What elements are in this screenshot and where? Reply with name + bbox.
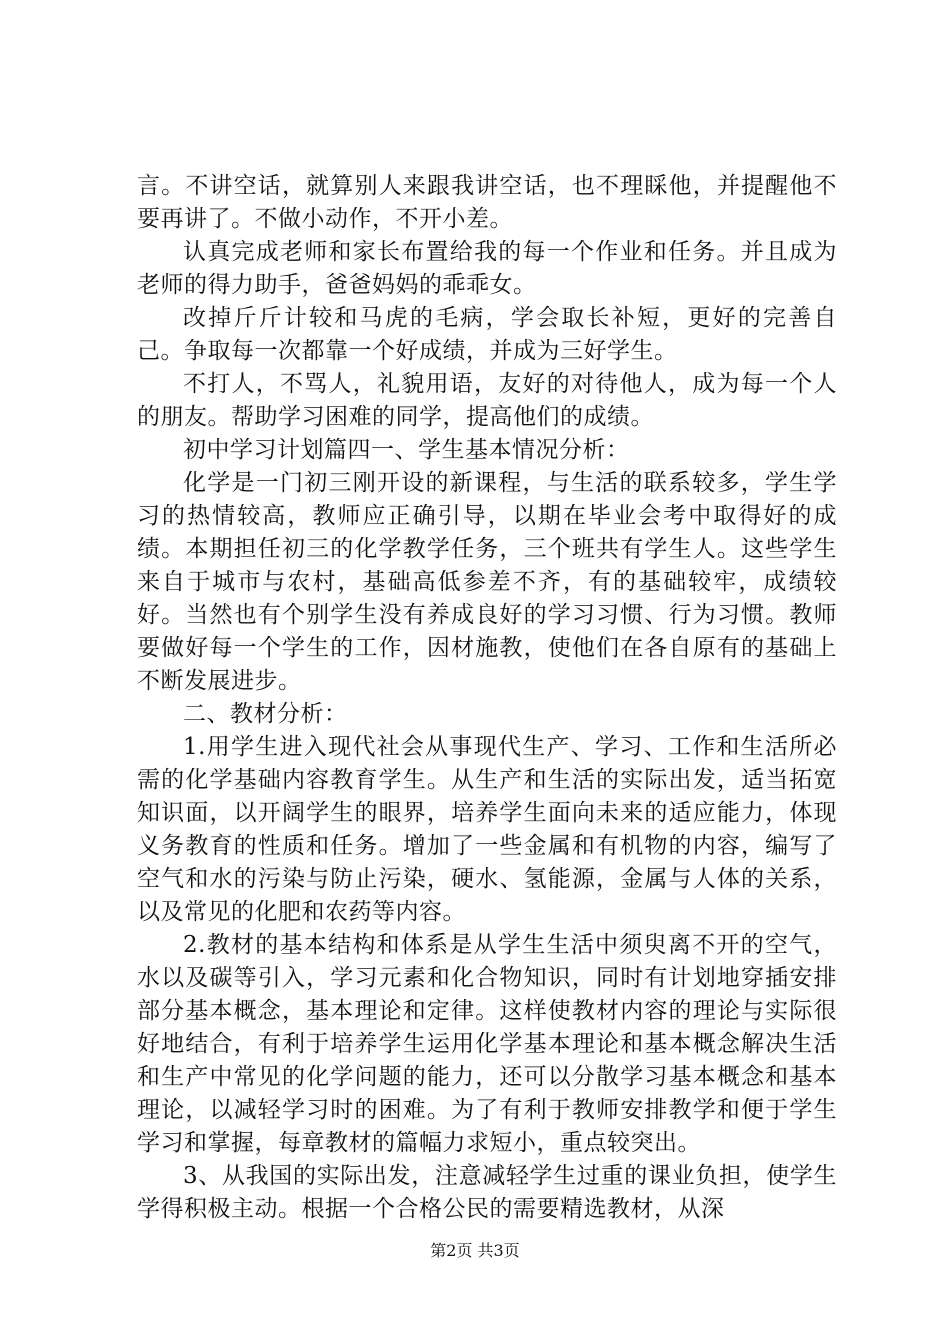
document-body [137,170,837,1226]
paragraph-point-2: 2.教材的基本结构和体系是从学生生活中须臾离不开的空气，水以及碳等引入，学习元素和化合物知识，同时有计划地穿插安排部分基本概念，基本理论和定律。这样使教材内容的理论与实际很好地结合，有利于培养学生运用化学基本理论和基本概念解决生活和生产中常见的化学问题的能力，还可以分散学习基本概念和基本理论，以减轻学习时的困难。为了有利于教师安排教学和便于学生学习和掌握，每章教材的篇幅力求短小，重点较突出。 [137,932,837,1156]
paragraph-4: 不打人，不骂人，礼貌用语，友好的对待他人，成为每一个人的朋友。帮助学习困难的同学，提高他们的成绩。 [137,371,837,430]
section-heading-textbook-analysis: 二、教材分析： [183,701,348,727]
paragraph-3: 改掉斤斤计较和马虎的毛病，学会取长补短，更好的完善自己。争取每一次都靠一个好成绩，并成为三好学生。 [137,305,837,364]
paragraph-point-3: 3、从我国的实际出发，注意减轻学生过重的课业负担，使学生学得积极主动。根据一个合格公民的需要精选教材，从深 [137,1163,837,1222]
paragraph-student-analysis: 化学是一门初三刚开设的新课程，与生活的联系较多，学生学习的热情较高，教师应正确引导，以期在毕业会考中取得好的成绩。本期担任初三的化学教学任务，三个班共有学生人。这些学生来自于城市与农村，基础高低参差不齐，有的基础较牢，成绩较好。当然也有个别学生没有养成良好的学习习惯、行为习惯。教师要做好每一个学生的工作，因材施教，使他们在各自原有的基础上不断发展进步。 [137,470,837,694]
paragraph-point-1: 1.用学生进入现代社会从事现代生产、学习、工作和生活所必需的化学基础内容教育学生。从生产和生活的实际出发，适当拓宽知识面，以开阔学生的眼界，培养学生面向未来的适应能力，体现义务教育的性质和任务。增加了一些金属和有机物的内容，编写了空气和水的污染与防止污染，硬水、氢能源，金属与人体的关系，以及常见的化肥和农药等内容。 [137,734,837,925]
page-footer: 第2页 共3页 [430,1241,520,1260]
paragraph-2: 认真完成老师和家长布置给我的每一个作业和任务。并且成为老师的得力助手，爸爸妈妈的乖乖女。 [137,239,837,298]
section-heading-student-analysis: 初中学习计划篇四一、学生基本情况分析： [183,437,630,463]
paragraph-1: 言。不讲空话，就算别人来跟我讲空话，也不理睬他，并提醒他不要再讲了。不做小动作，不开小差。 [137,173,837,232]
